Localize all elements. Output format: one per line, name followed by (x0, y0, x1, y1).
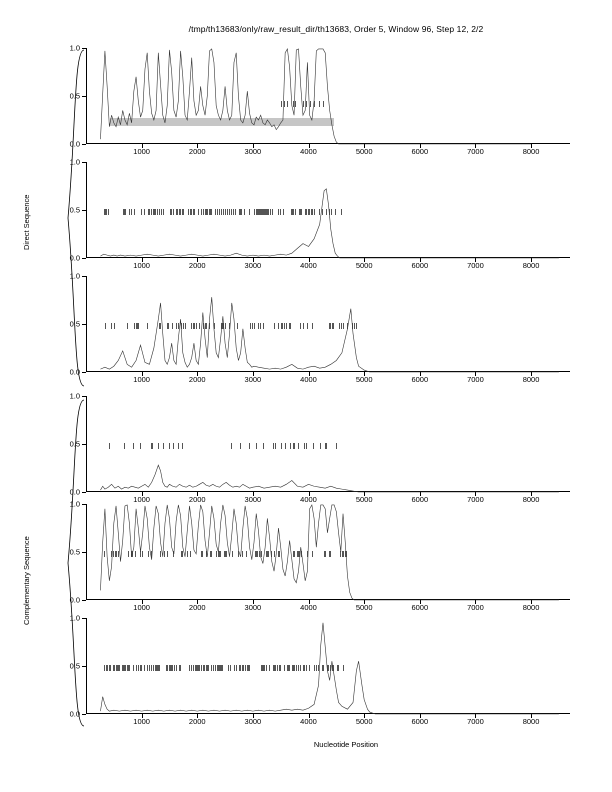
x-tick-label: 7000 (467, 261, 484, 270)
y-tick-label: 0.5 (69, 91, 80, 101)
y-tick-label: 1.0 (69, 157, 80, 167)
x-tick-label: 1000 (133, 147, 150, 156)
x-tick-label: 2000 (188, 261, 206, 270)
y-tick-label: 0.0 (69, 253, 80, 263)
y-tick (82, 600, 86, 601)
chart-panel-1 (69, 43, 570, 156)
x-tick-label: 7000 (467, 495, 484, 504)
x-tick-label: 2000 (188, 603, 206, 612)
x-tick-label: 6000 (411, 717, 429, 726)
x-tick-label: 7000 (467, 375, 484, 384)
x-tick-label: 8000 (522, 375, 540, 384)
chart-panel-4 (69, 391, 570, 504)
y-tick-label: 0.0 (69, 367, 80, 377)
x-tick-label: 6000 (411, 495, 429, 504)
x-tick-label: 5000 (355, 375, 373, 384)
x-axis-label: Nucleotide Position (313, 740, 379, 749)
data-trace (86, 618, 570, 714)
x-tick-label: 4000 (300, 495, 317, 504)
chart-panel-6 (69, 613, 570, 726)
x-tick-label: 3000 (244, 261, 262, 270)
x-tick-label: 1000 (133, 717, 150, 726)
chart-panel-3 (69, 271, 570, 384)
y-tick (82, 144, 86, 145)
x-tick-label: 7000 (467, 717, 484, 726)
data-trace (86, 162, 570, 258)
x-tick-label: 2000 (188, 717, 206, 726)
y-group-label-complementary: Complementary Sequence (22, 536, 31, 625)
x-tick-label: 4000 (300, 717, 317, 726)
x-tick-label: 4000 (300, 147, 317, 156)
x-tick-label: 5000 (355, 261, 373, 270)
x-tick-label: 5000 (355, 495, 373, 504)
y-tick-label: 0.0 (69, 595, 80, 605)
x-tick-label: 3000 (244, 495, 262, 504)
y-tick-label: 1.0 (69, 43, 80, 53)
x-tick-label: 4000 (300, 375, 317, 384)
page-title: /tmp/th13683/only/raw_result_dir/th13683, Order 5, Window 96, Step 12, 2/2 (188, 24, 484, 34)
chart-panel-2 (69, 157, 570, 270)
x-tick-label: 7000 (467, 603, 484, 612)
y-tick (82, 372, 86, 373)
x-tick-label: 8000 (522, 147, 540, 156)
x-tick-label: 1000 (133, 261, 150, 270)
x-tick-label: 3000 (244, 717, 262, 726)
x-tick-label: 6000 (411, 261, 429, 270)
x-tick-label: 7000 (467, 147, 484, 156)
y-tick-label: 1.0 (69, 391, 80, 401)
x-tick-label: 4000 (300, 261, 317, 270)
data-trace (86, 276, 570, 372)
x-tick-label: 1000 (133, 495, 150, 504)
y-tick-label: 0.5 (69, 547, 80, 557)
y-tick (82, 492, 86, 493)
y-tick-label: 0.5 (69, 319, 80, 329)
y-tick-label: 1.0 (69, 613, 80, 623)
y-tick-label: 0.0 (69, 139, 80, 149)
chart-panel-5 (69, 499, 570, 612)
data-trace (86, 396, 570, 492)
y-tick (82, 714, 86, 715)
y-group-label-direct: Direct Sequence (22, 194, 31, 250)
x-tick-label: 5000 (355, 717, 373, 726)
x-tick-label: 8000 (522, 495, 540, 504)
x-tick-label: 2000 (188, 147, 206, 156)
x-tick-label: 5000 (355, 147, 373, 156)
y-tick-label: 0.5 (69, 439, 80, 449)
data-trace (86, 504, 570, 600)
x-tick-label: 4000 (300, 603, 317, 612)
y-tick (82, 258, 86, 259)
y-tick-label: 0.5 (69, 661, 80, 671)
x-tick-label: 8000 (522, 603, 540, 612)
x-tick-label: 2000 (188, 495, 206, 504)
y-tick-label: 0.0 (69, 487, 80, 497)
x-tick-label: 5000 (355, 603, 373, 612)
y-tick-label: 1.0 (69, 499, 80, 509)
x-tick-label: 8000 (522, 261, 540, 270)
x-tick-label: 3000 (244, 375, 262, 384)
y-tick-label: 0.5 (69, 205, 80, 215)
x-tick-label: 6000 (411, 147, 429, 156)
x-tick-label: 8000 (522, 717, 540, 726)
y-tick-label: 0.0 (69, 709, 80, 719)
x-tick-label: 6000 (411, 603, 429, 612)
data-trace (86, 48, 570, 144)
x-tick-label: 1000 (133, 375, 150, 384)
x-tick-label: 2000 (188, 375, 206, 384)
x-tick-label: 3000 (244, 603, 262, 612)
x-tick-label: 1000 (133, 603, 150, 612)
x-tick-label: 6000 (411, 375, 429, 384)
x-tick-label: 3000 (244, 147, 262, 156)
y-tick-label: 1.0 (69, 271, 80, 281)
